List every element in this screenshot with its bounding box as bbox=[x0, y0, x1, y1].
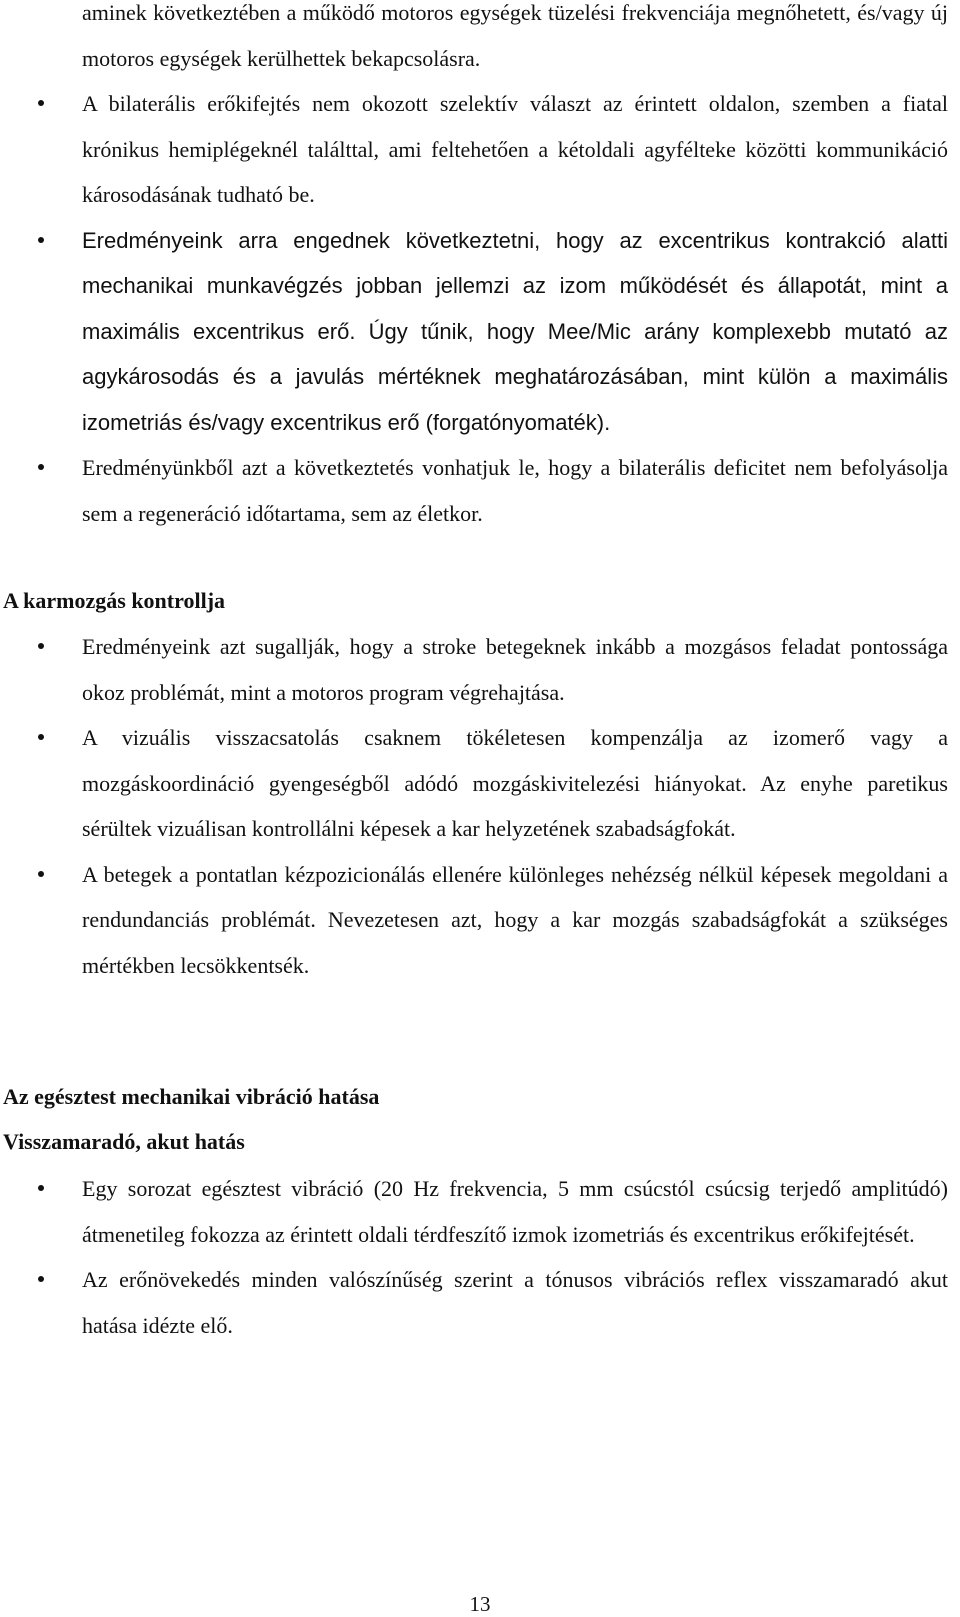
continuation-paragraph: aminek következtében a működő motoros egységek tüzelési frekvenciája megnőhetett, és/vagy új motoros egységek kerülhettek bekapcsolásra. bbox=[82, 0, 948, 71]
section-conclusions-force bbox=[0, 0, 960, 536]
section-heading: Az egésztest mechanikai vibráció hatása bbox=[3, 1084, 380, 1109]
bullet-icon bbox=[38, 464, 44, 470]
section-arm-control bbox=[0, 624, 960, 988]
bullet-icon bbox=[38, 237, 44, 243]
bullet-icon bbox=[38, 734, 44, 740]
list-item: A betegek a pontatlan kézpozicionálás ellenére különleges nehézség nélkül képesek megoldani a rendundanciás problémát. Nevezetesen azt, hogy a kar mozgás szabadságfokát a szükséges mértékben lecsökkentsék. bbox=[0, 852, 960, 989]
page-number: 13 bbox=[469, 1592, 491, 1616]
list-item: Eredményeink arra engednek következtetni, hogy az excentrikus kontrakció alatti mechanikai munkavégzés jobban jellemzi az izom működését és állapotát, mint a maximális excentrikus erő. Úgy tűnik, hogy Mee/Mic arány komplexebb mutató az agykárosodás és a javulás mértéknek meghatározásában, mint külön a maximális izometriás és/vagy excentrikus erő (forgatónyomaték). bbox=[0, 218, 960, 446]
bullet-icon bbox=[38, 871, 44, 877]
bullet-list bbox=[0, 81, 960, 536]
section-vibration bbox=[0, 1166, 960, 1348]
bullet-icon bbox=[38, 1276, 44, 1282]
list-item: A vizuális visszacsatolás csaknem tökéletesen kompenzálja az izomerő vagy a mozgáskoordináció gyengeségből adódó mozgáskivitelezési hiányokat. Az enyhe paretikus sérültek vizuálisan kontrollálni képesek a kar helyzetének szabadságfokát. bbox=[0, 715, 960, 852]
list-item: Eredményünkből azt a következtetés vonhatjuk le, hogy a bilaterális deficitet nem befolyásolja sem a regeneráció időtartama, sem az életkor. bbox=[0, 445, 960, 536]
bullet-icon bbox=[38, 100, 44, 106]
list-item: A bilaterális erőkifejtés nem okozott szelektív választ az érintett oldalon, szemben a fiatal krónikus hemiplégeknél találttal, ami feltehetően a kétoldali agyfélteke közötti kommunikáció károsodásának tudható be. bbox=[0, 81, 960, 218]
bullet-icon bbox=[38, 1185, 44, 1191]
section-heading: A karmozgás kontrollja bbox=[3, 588, 226, 613]
bullet-icon bbox=[38, 643, 44, 649]
list-item: Eredményeink azt sugallják, hogy a stroke betegeknek inkább a mozgásos feladat pontossága okoz problémát, mint a motoros program végrehajtása. bbox=[0, 624, 960, 715]
section-subheading: Visszamaradó, akut hatás bbox=[3, 1129, 245, 1154]
list-item: Egy sorozat egésztest vibráció (20 Hz frekvencia, 5 mm csúcstól csúcsig terjedő amplitúdó) átmenetileg fokozza az érintett oldali térdfeszítő izmok izometriás és excentrikus erőkifejtését. bbox=[0, 1166, 960, 1257]
list-item: Az erőnövekedés minden valószínűség szerint a tónusos vibrációs reflex visszamaradó akut hatása idézte elő. bbox=[0, 1257, 960, 1348]
bullet-list bbox=[0, 624, 960, 988]
bullet-list bbox=[0, 1166, 960, 1348]
